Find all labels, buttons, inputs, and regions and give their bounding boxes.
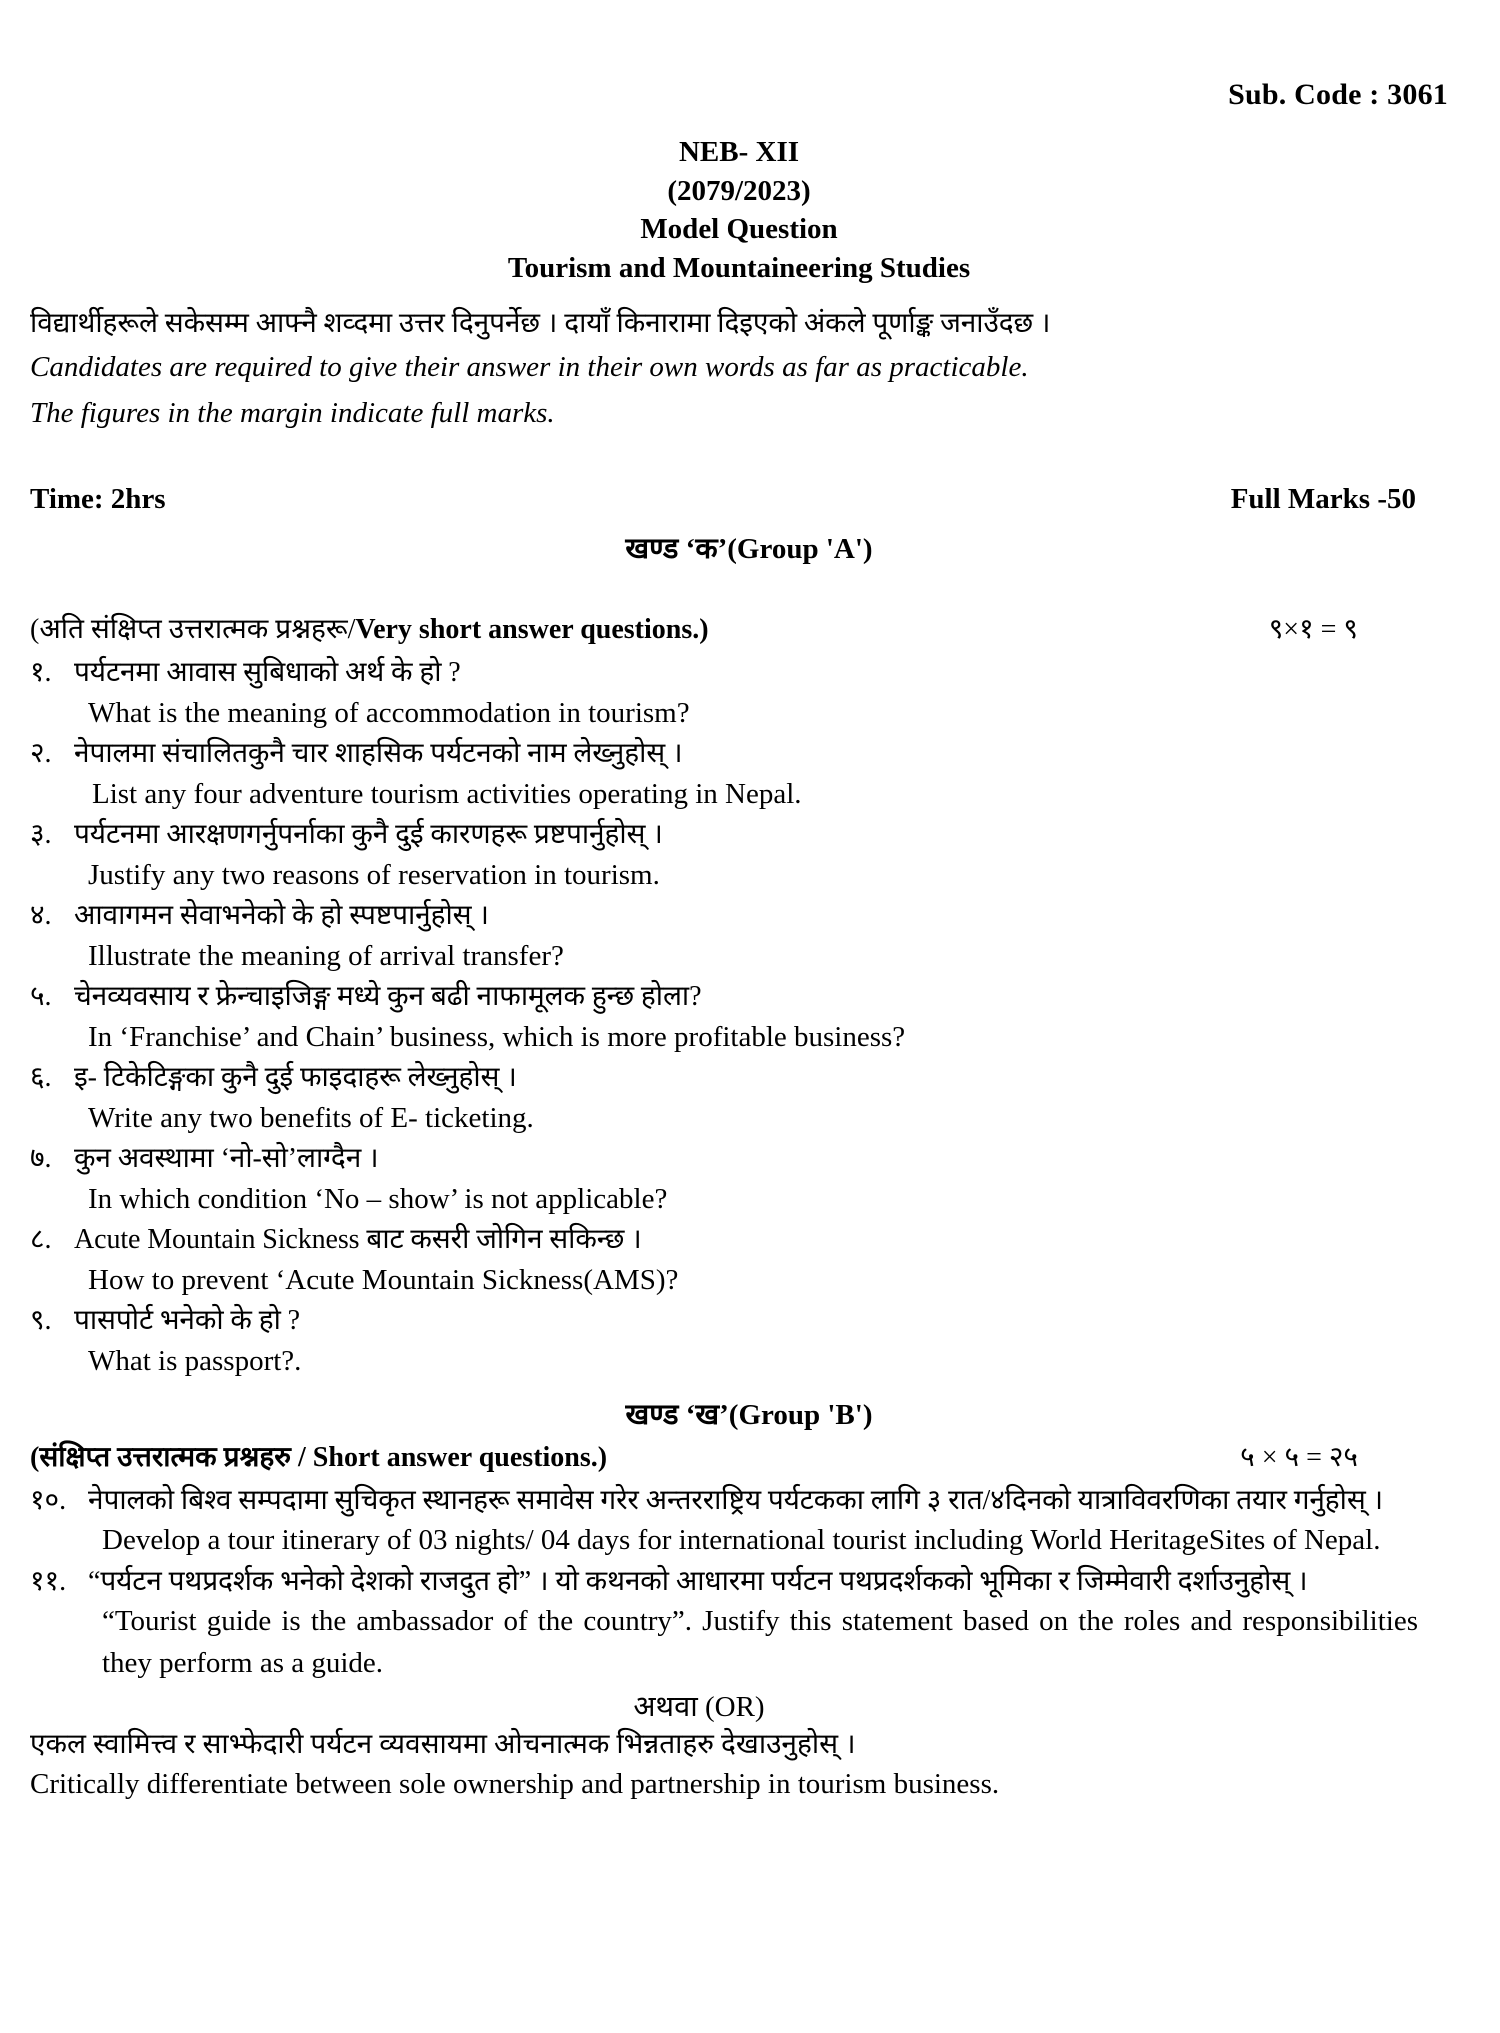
group-b-question-list [30,1481,1448,1806]
question-body [74,815,1448,896]
exam-full-marks: Full Marks -50 [1230,483,1416,516]
instruction-english-2: The figures in the margin indicate full marks. [30,396,555,429]
group-a-intro-english: Very short answer questions.) [355,614,709,646]
question-text-english: Justify any two reasons of reservation in tourism. [88,859,660,891]
question-text-nepali: Acute Mountain Sickness बाट कसरी जोगिन सकिन्छ । [74,1223,642,1255]
exam-level: NEB- XII [678,136,800,168]
question-body [74,896,1448,977]
question-number: ५. [30,981,52,1013]
question-number: १०. [30,1484,67,1516]
question-item [30,653,1448,734]
question-text-english: Illustrate the meaning of arrival transfer? [88,939,564,972]
question-text-english: What is passport?. [88,1344,302,1377]
question-item [30,1058,1448,1139]
question-text-english: Develop a tour itinerary of 03 nights/ 04 days for international tourist including World HeritageSites of Nepal. [102,1524,1381,1557]
question-number: ३. [30,819,52,851]
exam-subject: Tourism and Mountaineering Studies [507,251,971,284]
question-item [30,1562,1448,1684]
question-text-english: In ‘Franchise’ and Chain’ business, which is more profitable business? [88,1020,906,1053]
question-text-english: List any four adventure tourism activities operating in Nepal. [92,778,802,811]
question-number: ९. [30,1304,52,1336]
question-item [30,734,1448,815]
group-a-marks: ९×१ = ९ [1268,614,1358,646]
exam-info-row [30,483,1448,516]
group-b-marks: ५ × ५ = २५ [1240,1441,1358,1473]
question-body [88,1481,1448,1562]
question-body [74,977,1448,1058]
exam-title-block [30,133,1448,287]
question-item [30,1301,1448,1382]
question-text-nepali: आवागमन सेवाभनेको के हो स्पष्टपार्नुहोस् । [74,900,489,932]
question-number: ११. [30,1565,67,1597]
question-body [74,1058,1448,1139]
group-b-intro-row [30,1437,1448,1475]
sub-code: Sub. Code : 3061 [1228,78,1448,111]
question-number: ६. [30,1062,52,1094]
question-number: ७. [30,1142,52,1174]
question-text-nepali: पासपोर्ट भनेको के हो ? [74,1304,300,1336]
question-item [30,815,1448,896]
alternative-question-nepali: एकल स्वामित्त्व र साभ्फेदारी पर्यटन व्यवसायमा ओचनात्मक भिन्नताहरु देखाउनुहोस् । [30,1728,856,1760]
group-a-intro-nepali: (अति संक्षिप्त उत्तरात्मक प्रश्नहरू/ [30,614,356,646]
question-item [30,977,1448,1058]
question-text-english: How to prevent ‘Acute Mountain Sickness(AMS)? [88,1263,679,1296]
question-text-nepali: कुन अवस्थामा ‘नो-सो’लाग्दैन । [74,1142,379,1174]
question-body [74,1139,1448,1220]
question-number: ८. [30,1223,52,1255]
question-number: ४. [30,900,52,932]
question-text-nepali: इ- टिकेटिङ्गका कुनै दुई फाइदाहरू लेख्नुहोस् । [74,1062,517,1094]
question-number: २. [30,738,52,770]
question-body [74,653,1448,734]
question-body [74,1301,1448,1382]
question-text-english: “Tourist guide is the ambassador of the country”. Justify this statement based on the roles and responsibilities they perform as a guide. [102,1605,1418,1679]
question-item [30,1481,1448,1562]
question-body [74,734,1448,815]
exam-time: Time: 2hrs [30,483,166,516]
question-text-nepali: नेपालको बिश्व सम्पदामा सुचिकृत स्थानहरू समावेस गरेर अन्तरराष्ट्रिय पर्यटकका लागि ३ रात/४दिनको यात्राविवरणिका तयार गर्नुहोस् । [88,1484,1384,1516]
group-b-heading: खण्ड ‘ख’(Group 'B') [625,1398,873,1431]
question-body [74,1220,1448,1301]
group-a-question-list [30,653,1448,1381]
question-text-english: What is the meaning of accommodation in tourism? [88,697,690,730]
or-label: अथवा (OR) [633,1690,765,1723]
question-text-nepali: “पर्यटन पथप्रदर्शक भनेको देशको राजदुत हो” । यो कथनको आधारम‌ा पर्यटन पथप्रदर्शकको भूमिका र जिम्मेवारी दर्शाउनुहोस् । [88,1565,1308,1597]
group-a-heading: खण्ड ‘क’(Group 'A') [625,533,873,566]
instruction-english-1: Candidates are required to give their answer in their own words as far as practicable. [30,351,1029,384]
exam-type: Model Question [640,213,838,246]
question-number: १. [30,657,52,689]
question-text-nepali: पर्यटनमा आवास सुबिधाको अर्थ के हो ? [74,657,461,689]
question-text-english: Write any two benefits of E- ticketing. [88,1101,534,1134]
question-text-nepali: चेनव्यवसाय र फ्रेन्चाइजिङ्ग मध्ये कुन बढी नाफामूलक हुन्छ होला? [74,981,702,1013]
question-text-nepali: पर्यटनमा आरक्षणगर्नुपर्नाका कुनै दुई कारणहरू प्रष्टपार्नुहोस् । [74,819,663,851]
instructions-block [30,303,1448,435]
group-b-intro-nepali: (संक्षिप्त उत्तरात्मक प्रश्नहरु / [30,1441,313,1473]
question-text-english: In which condition ‘No – show’ is not applicable? [88,1182,668,1215]
group-b-intro-english: Short answer questions.) [312,1441,608,1473]
group-a-intro-row [30,609,1448,647]
alternative-question-english: Critically differentiate between sole ownership and partnership in tourism business. [30,1768,1000,1801]
exam-year: (2079/2023) [667,174,811,207]
group-a-intro [30,609,709,647]
question-item [30,896,1448,977]
question-text-nepali: नेपालमा संचालितकुनै चार शाहसिक पर्यटनको नाम लेख्नुहोस् । [74,738,683,770]
question-item [30,1139,1448,1220]
question-item [30,1220,1448,1301]
question-body [88,1562,1448,1684]
instruction-nepali: विद्यार्थीहरूले सकेसम्म आफ्नै शव्दमा उत्तर दिनुपर्नेछ । दायाँ किनारामा दिइएको अंकले पूर्णाङ्क जनाउँदछ । [30,308,1051,340]
group-b-intro [30,1437,607,1475]
